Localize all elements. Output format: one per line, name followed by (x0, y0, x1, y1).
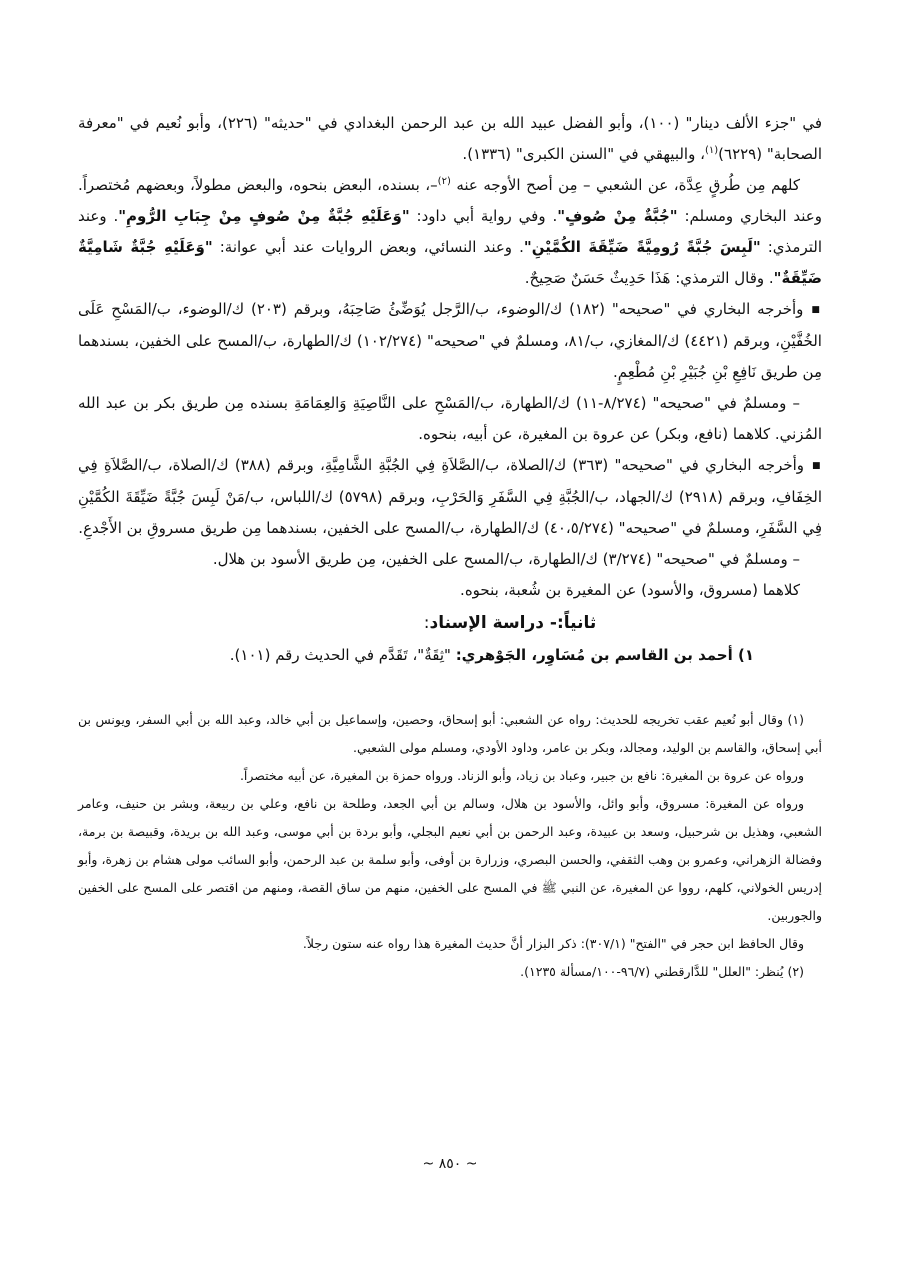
takhrij-item: – ومسلمٌ في "صحيحه" (٨/٢٧٤-١١) ك/الطهارة، ب/المَسْحِ على النَّاصِيَةِ وَالعِمَامَةِ بسنده مِن طريق بكر بن عبد الله المُزني. كلاهما (نافع، وبكر) عن عروة بن المغيرة، عن أبيه، بنحوه. (78, 394, 822, 443)
hadith-quote: "وَعَلَيْهِ جُبَّةٌ شَامِيَّةٌ ضَيِّقَةٌ" (78, 238, 822, 287)
intro-paragraph-2 (78, 170, 822, 294)
narrator-status: "ثِقَةٌ"، تَقَدَّم في الحديث رقم (١٠١). (229, 646, 456, 664)
hadith-quote: "لَبِسَ جُبَّةً رُومِيَّةً ضَيِّقَةَ الكُمَّيْنِ" (523, 238, 761, 256)
intro-text: كلهم مِن طُرقٍ عِدَّة، عن الشعبي – مِن أصح الأوجه عنه (456, 176, 800, 194)
page-number: ~ ٨٥٠ ~ (422, 1156, 478, 1172)
footnote: ورواه عن المغيرة: مسروق، وأبو وائل، والأسود بن هلال، وسالم بن أبي الجعد، وطلحة بن نافع، وعلي بن ربيعة، وبشر بن حنيف، وعامر الشعبي، وهذيل بن شرحبيل، وسعد بن عبيدة، وعبد الرحمن بن أبي نعيم البجلي، وأبو بردة بن أبي موسى، وعبد الله بن بريدة، وقبيصة بن برمة، وفضالة الزهراني، وعمرو بن وهب الثقفي، والحسن البصري، وزرارة بن أوفى، وأبو سلمة بن عبد الرحمن، وأبو السائب مولى هشام بن زهرة، وأبو إدريس الخولاني، كلهم، رووا عن المغيرة، عن النبي ﷺ في المسح على الخفين، منهم من ساق القصة، ومنهم من اقتصر على المسح على الخفين والجوربين. (78, 796, 822, 923)
footnote: (٢) يُنظر: "العلل" للدَّارقطني (٩٦/٧-١٠٠/مسألة ١٢٣٥). (520, 964, 804, 979)
takhrij-item: ■ وأخرجه البخاري في "صحيحه" (١٨٢) ك/الوضوء، ب/الرَّجل يُوَضِّئُ صَاحِبَهُ، وبرقم (٢٠٣) ك/الوضوء، ب/المَسْحِ عَلَى الخُفَّيْنِ، وبرقم (٤٤٢١) ك/المغازي، ب/٨١، ومسلمٌ في "صحيحه" (١٠٢/٢٧٤) ك/الطهارة، ب/المسح على الخفين، بسندهما مِن طريق نَافِعِ بْنِ جُبَيْرِ بْنِ مُطْعِمٍ. (78, 294, 822, 388)
footnote: وقال الحافظ ابن حجر في "الفتح" (٣٠٧/١): ذكر البزار أنَّ حديث المغيرة هذا رواه عنه ستون رجلاً. (302, 936, 804, 951)
takhrij-item: – ومسلمٌ في "صحيحه" (٣/٢٧٤) ك/الطهارة، ب/المسح على الخفين، مِن طريق الأسود بن هلال. (212, 550, 800, 568)
intro-text: . وقال الترمذي: هَذَا حَدِيثٌ حَسَنٌ صَحِيحٌ. (524, 269, 774, 287)
hadith-quote: "جُبَّةٌ مِنْ صُوفٍ" (557, 207, 678, 225)
footnote: (١) وقال أبو نُعيم عقب تخريجه للحديث: رواه عن الشعبي: أبو إسحاق، وحصين، وإسماعيل بن أبي خالد، وعبد الله بن أبي السفر، ويونس بن أبي إسحاق، والقاسم بن الوليد، ومجالد، وبكر بن عامر، وداود الأودي، ومسلم مولى الشعبي. (78, 712, 822, 755)
intro-text-end: ، والبيهقي في "السنن الكبرى" (١٣٣٦). (462, 145, 705, 163)
footnotes (78, 706, 822, 986)
takhrij-item: ■ وأخرجه البخاري في "صحيحه" (٣٦٣) ك/الصلاة، ب/الصَّلاَةِ فِي الجُبَّةِ الشَّامِيَّةِ، وبرقم (٣٨٨) ك/الصلاة، ب/الصَّلاَةِ فِي الخِفَافِ، وبرقم (٢٩١٨) ك/الجهاد، ب/الجُبَّةِ فِي السَّفَرِ وَالحَرْبِ، وبرقم (٥٧٩٨) ك/اللباس، ب/مَنْ لَبِسَ جُبَّةً ضَيِّقَةَ الكُمَّيْنِ فِي السَّفَرِ، ومسلمٌ في "صحيحه" (٤٠،٥/٢٧٤) ك/الطهارة، ب/المسح على الخفين، بسندهما مِن طريق مسروقِ بن الأَجْدعِ. (78, 450, 822, 544)
page-body (78, 108, 822, 1273)
takhrij-item: كلاهما (مسروق، والأسود) عن المغيرة بن شُعبة، بنحوه. (460, 581, 800, 599)
intro-text: . وعند النسائي، وبعض الروايات عند أبي عوانة: (212, 238, 524, 256)
intro-text: في "جزء الألف دينار" (١٠٠)، وأبو الفضل عبيد الله بن عبد الرحمن البغدادي في "حديثه" (٢٢٦)، وأبو نُعيم في "معرفة الصحابة" (٦٢٢٩) (78, 114, 822, 163)
section-heading-colon: : (423, 613, 430, 633)
narrator-entry (78, 640, 822, 671)
intro-text: . وفي رواية أبي داود: (409, 207, 558, 225)
intro-text: . وعند الترمذي: (78, 207, 822, 256)
section-heading (78, 606, 822, 640)
footnote: ورواه عن عروة بن المغيرة: نافع بن جبير، وعباد بن زياد، وأبو الزناد. ورواه حمزة بن المغيرة، عن أبيه مختصراً. (239, 768, 804, 783)
hadith-quote: "وَعَلَيْهِ جُبَّةٌ مِنْ صُوفٍ مِنْ جِبَابِ الرُّومِ" (118, 207, 410, 225)
footnote-ref-1[interactable]: (١) (704, 145, 719, 156)
footnote-ref-2[interactable]: (٢) (437, 176, 451, 187)
section-heading-text: ثانياً:- دراسة الإسناد (429, 613, 597, 633)
intro-paragraph-1 (78, 108, 822, 170)
intro-text: –، بسنده، البعض بنحوه، والبعض مطولاً، وبعضهم مُختصراً. وعند البخاري ومسلم: (78, 176, 822, 225)
narrator-name: ١) أحمد بن القاسم بن مُسَاوِر، الجَوْهري: (455, 646, 754, 664)
